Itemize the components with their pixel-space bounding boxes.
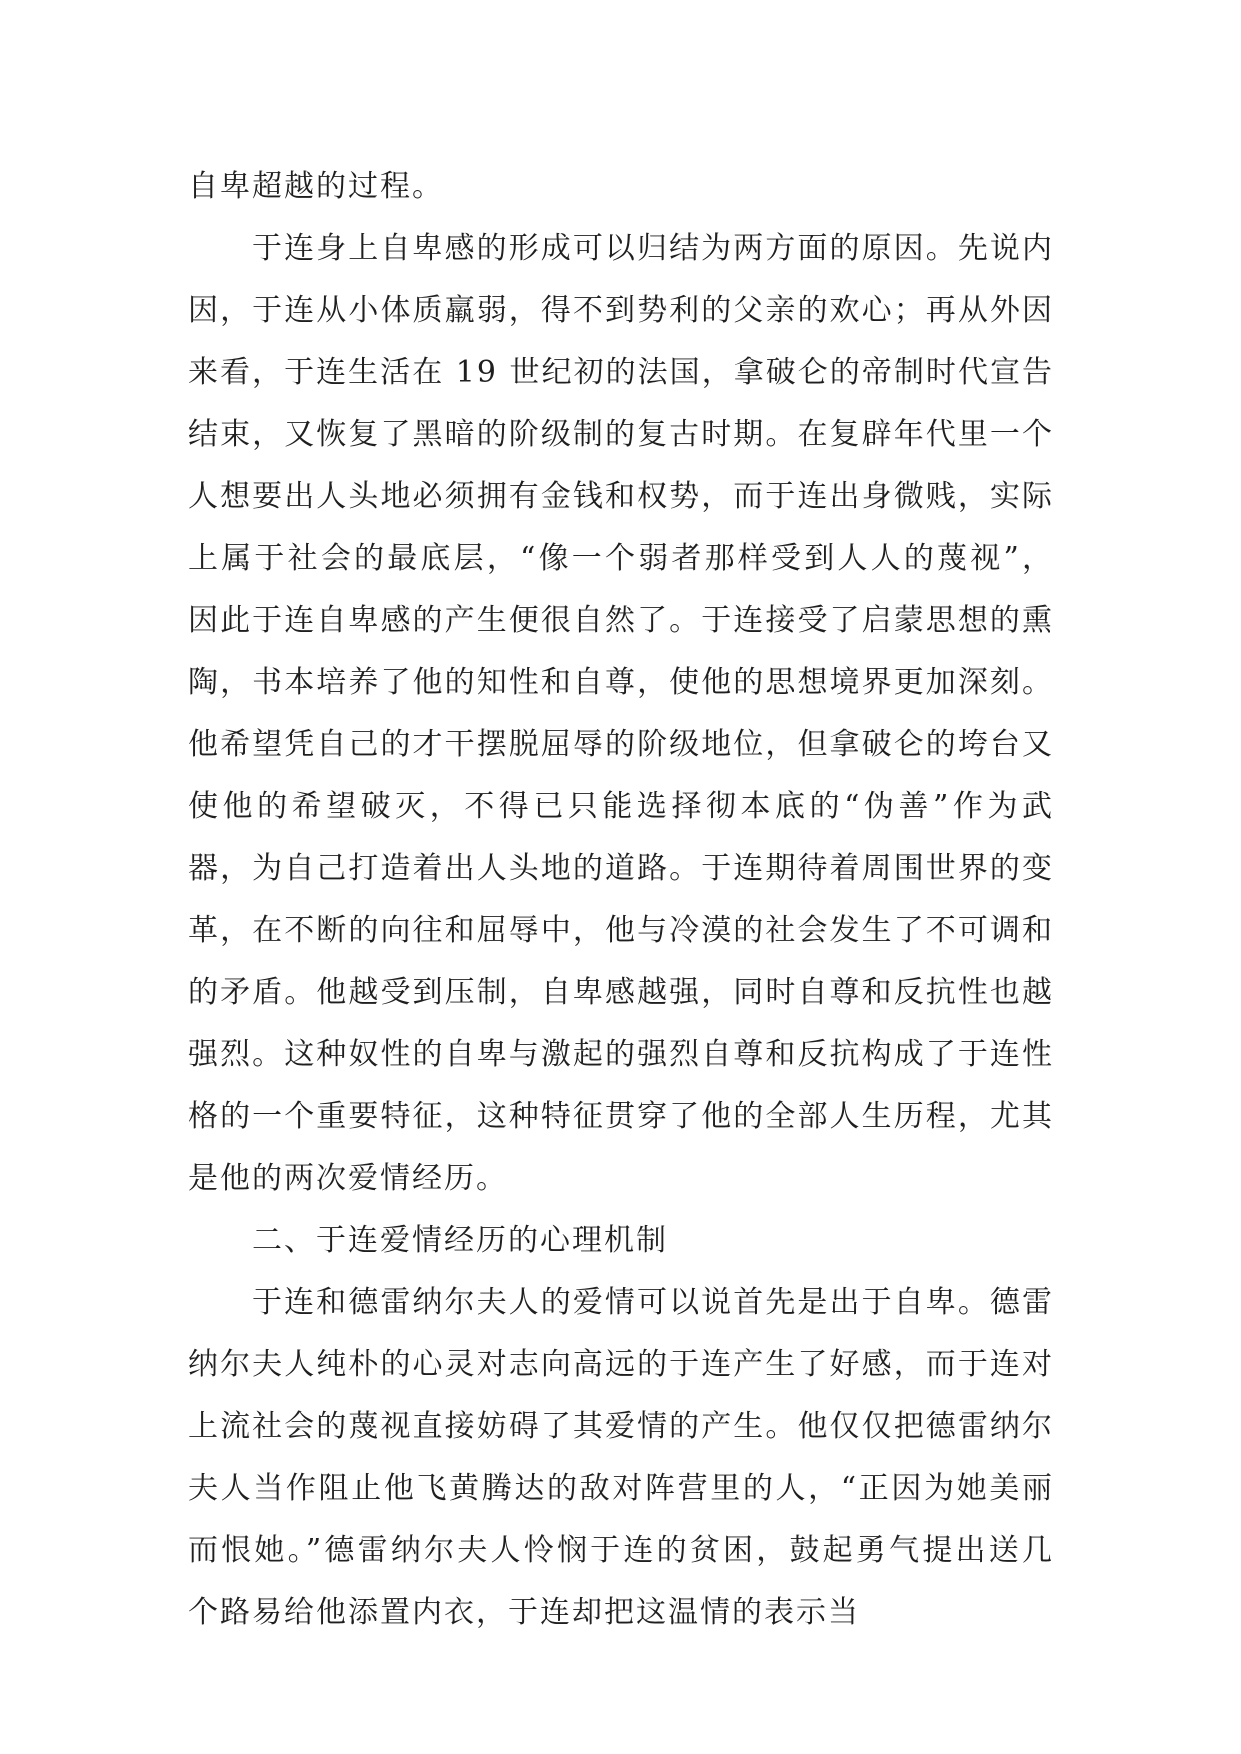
document-body bbox=[188, 156, 1054, 1644]
section-heading: 二、于连爱情经历的心理机制 bbox=[252, 1223, 668, 1258]
paragraph-continuation: 自卑超越的过程。 bbox=[188, 169, 444, 204]
paragraph-love-with-madame-de-renal: 于连和德雷纳尔夫人的爱情可以说首先是出于自卑。德雷纳尔夫人纯朴的心灵对志向高远的于连产生了好感，而于连对上流社会的蔑视直接妨碍了其爱情的产生。他仅仅把德雷纳尔夫人当作阻止他飞黄腾达的敌对阵营里的人，“正因为她美丽而恨她。”德雷纳尔夫人怜悯于连的贫困，鼓起勇气提出送几个路易给他添置内衣，于连却把这温情的表示当 bbox=[188, 1285, 1054, 1630]
paragraph-origins-of-inferiority: 于连身上自卑感的形成可以归结为两方面的原因。先说内因，于连从小体质羸弱，得不到势利的父亲的欢心；再从外因来看，于连生活在 19 世纪初的法国，拿破仑的帝制时代宣告结束，又恢复了黑暗的阶级制的复古时期。在复辟年代里一个人想要出人头地必须拥有金钱和权势，而于连出身微贱，实际上属于社会的最底层，“像一个弱者那样受到人人的蔑视”，因此于连自卑感的产生便很自然了。于连接受了启蒙思想的熏陶，书本培养了他的知性和自尊，使他的思想境界更加深刻。他希望凭自己的才干摆脱屈辱的阶级地位，但拿破仑的垮台又使他的希望破灭，不得已只能选择彻本底的“伪善”作为武器，为自己打造着出人头地的道路。于连期待着周围世界的变革，在不断的向往和屈辱中，他与冷漠的社会发生了不可调和的矛盾。他越受到压制，自卑感越强，同时自尊和反抗性也越强烈。这种奴性的自卑与激起的强烈自尊和反抗构成了于连性格的一个重要特征，这种特征贯穿了他的全部人生历程，尤其是他的两次爱情经历。 bbox=[188, 231, 1054, 1196]
